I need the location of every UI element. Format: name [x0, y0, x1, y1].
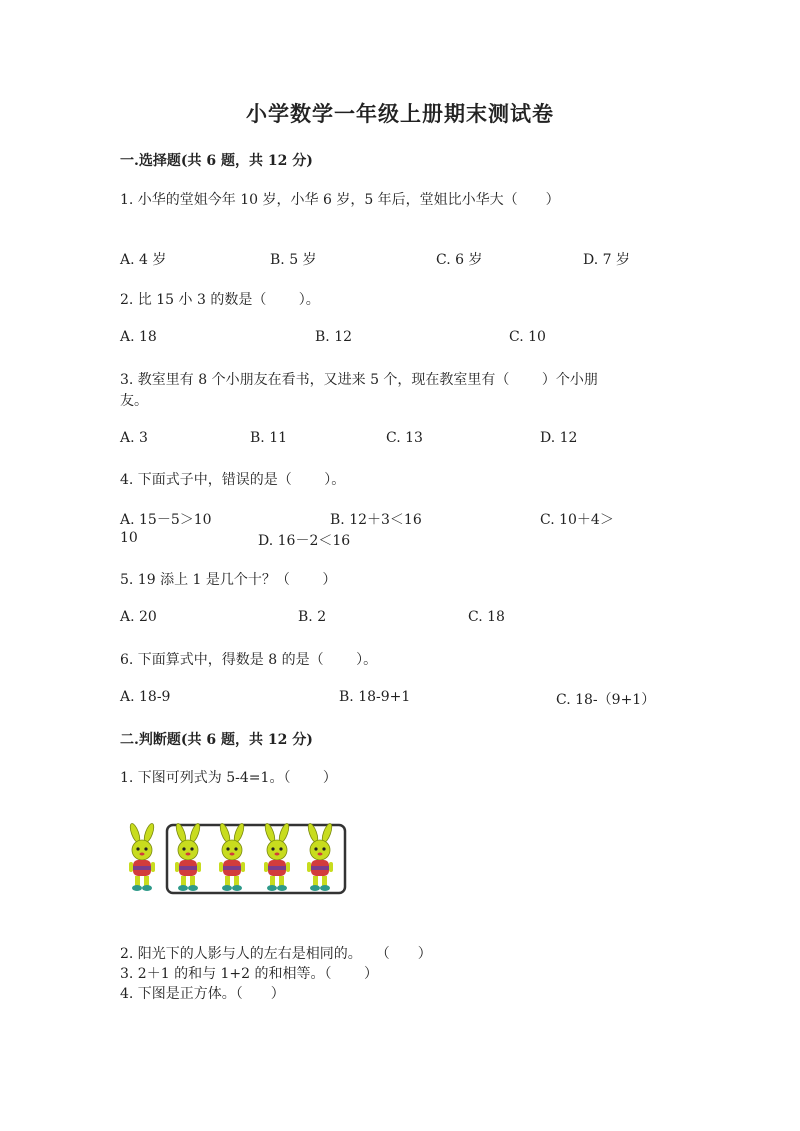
judgement-1: 1. 下图可列式为 5-4=1。（ ）	[120, 770, 337, 786]
q6-option-c: C. 18-（9+1）	[556, 692, 656, 708]
q4-option-c: C. 10＋4＞	[540, 512, 614, 528]
q4-option-a: A. 15－5＞10	[120, 512, 212, 528]
q1-option-a: A. 4 岁	[120, 252, 167, 268]
judgement-4: 4. 下图是正方体。（ ）	[120, 986, 285, 1002]
q4-option-c-continued: 10	[120, 530, 138, 546]
section-heading-choice: 一.选择题(共 6 题，共 12 分)	[120, 153, 313, 169]
q3-option-a: A. 3	[120, 430, 148, 446]
q5-option-c: C. 18	[468, 609, 505, 625]
q1-option-c: C. 6 岁	[436, 252, 483, 268]
question-3-line1: 3. 教室里有 8 个小朋友在看书，又进来 5 个，现在教室里有（ ）个小朋	[120, 372, 598, 388]
q1-option-d: D. 7 岁	[583, 252, 630, 268]
question-4: 4. 下面式子中，错误的是（ ）。	[120, 472, 346, 488]
rabbits-figure	[120, 820, 350, 898]
rabbit-3	[218, 822, 245, 891]
judgement-3: 3. 2＋1 的和与 1+2 的和相等。（ ）	[120, 966, 378, 982]
rabbit-5	[306, 822, 333, 891]
question-5: 5. 19 添上 1 是几个十？（ ）	[120, 572, 337, 588]
rabbit-2	[174, 822, 201, 891]
rabbit-1	[128, 822, 155, 891]
q2-option-c: C. 10	[509, 329, 546, 345]
q4-option-b: B. 12＋3＜16	[330, 512, 422, 528]
rabbit-4	[263, 822, 290, 891]
q1-option-b: B. 5 岁	[270, 252, 317, 268]
q3-option-b: B. 11	[250, 430, 288, 446]
page-title: 小学数学一年级上册期末测试卷	[246, 101, 554, 126]
q6-option-a: A. 18-9	[120, 689, 171, 705]
question-2: 2. 比 15 小 3 的数是（ ）。	[120, 292, 320, 308]
q2-option-a: A. 18	[120, 329, 157, 345]
q3-option-d: D. 12	[540, 430, 578, 446]
q2-option-b: B. 12	[315, 329, 353, 345]
q6-option-b: B. 18-9+1	[339, 689, 411, 705]
q3-option-c: C. 13	[386, 430, 423, 446]
judgement-2: 2. 阳光下的人影与人的左右是相同的。 （ ）	[120, 946, 432, 962]
question-3-line2: 友。	[120, 393, 148, 409]
q5-option-b: B. 2	[298, 609, 327, 625]
q4-option-d: D. 16－2＜16	[258, 533, 351, 549]
question-1: 1. 小华的堂姐今年 10 岁，小华 6 岁，5 年后，堂姐比小华大（ ）	[120, 192, 560, 208]
question-6: 6. 下面算式中，得数是 8 的是（ ）。	[120, 652, 378, 668]
section-heading-judgement: 二.判断题(共 6 题，共 12 分)	[120, 732, 313, 748]
q5-option-a: A. 20	[120, 609, 157, 625]
